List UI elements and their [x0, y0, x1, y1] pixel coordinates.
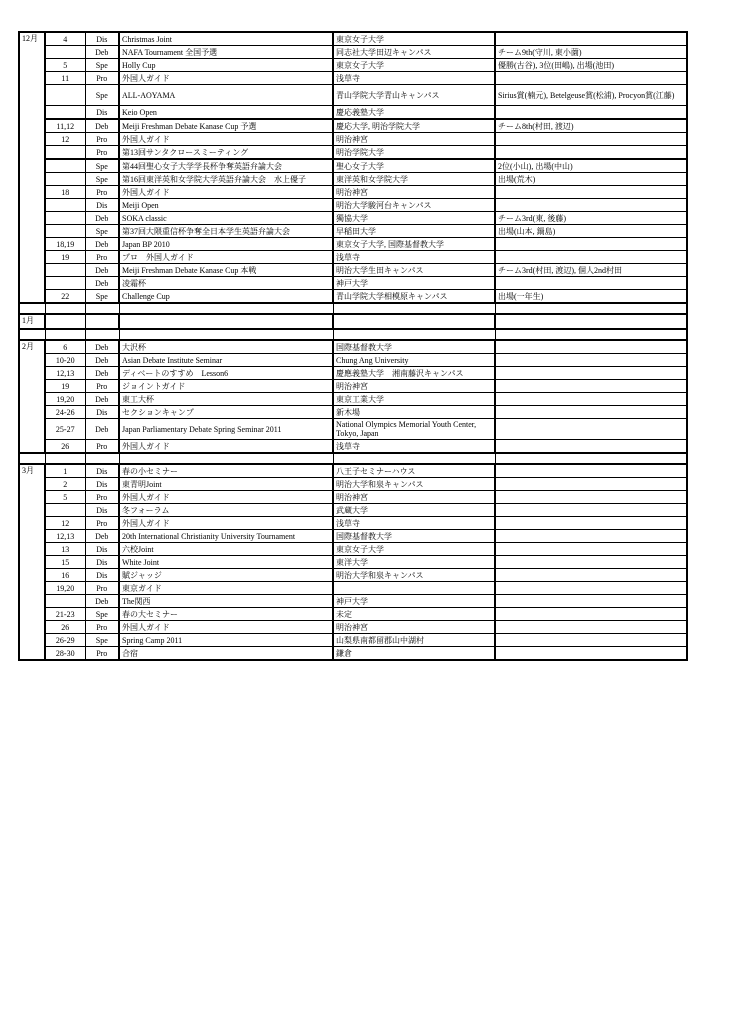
month-separator [19, 453, 687, 464]
table-row [19, 159, 687, 173]
table-row [19, 225, 687, 238]
event-venue: 浅草寺 [333, 72, 495, 85]
event-date: 12,13 [45, 530, 85, 543]
table-row [19, 569, 687, 582]
event-result [495, 440, 687, 454]
month-label: 12月 [19, 32, 45, 303]
event-date: 25-27 [45, 419, 85, 440]
event-type: Deb [85, 264, 119, 277]
table-row [19, 133, 687, 146]
month-label: 2月 [19, 340, 45, 453]
event-date: 11,12 [45, 119, 85, 133]
event-date: 19,20 [45, 393, 85, 406]
event-type: Pro [85, 491, 119, 504]
event-result: チーム3rd(村田, 渡辺), 個人2nd村田 [495, 264, 687, 277]
event-date [45, 46, 85, 59]
event-name: 外国人ガイド [119, 186, 333, 199]
event-result [495, 582, 687, 595]
event-date [45, 159, 85, 173]
event-type: Spe [85, 225, 119, 238]
event-venue: 明治神宮 [333, 186, 495, 199]
event-venue: 東京工業大学 [333, 393, 495, 406]
event-result: チーム8th(村田, 渡辺) [495, 119, 687, 133]
table-row [19, 621, 687, 634]
event-result [495, 199, 687, 212]
event-date: 1 [45, 464, 85, 478]
event-name: 第37回大隈重信杯争奪全日本学生英語弁論大会 [119, 225, 333, 238]
event-venue: 東京女子大学 [333, 59, 495, 72]
month-label: 1月 [19, 314, 45, 329]
event-venue: 慶應義塾大学 湘南藤沢キャンパス [333, 367, 495, 380]
event-venue: 鎌倉 [333, 647, 495, 661]
event-type: Spe [85, 59, 119, 72]
event-type: Deb [85, 393, 119, 406]
event-date: 5 [45, 59, 85, 72]
event-date: 12 [45, 517, 85, 530]
separator-cell [45, 329, 85, 340]
separator-cell [333, 303, 495, 314]
event-type: Pro [85, 621, 119, 634]
event-date: 4 [45, 32, 85, 46]
event-date: 18 [45, 186, 85, 199]
event-name: Christmas Joint [119, 32, 333, 46]
event-name: Japan BP 2010 [119, 238, 333, 251]
event-date: 24-26 [45, 406, 85, 419]
event-date: 10-20 [45, 354, 85, 367]
table-row [19, 543, 687, 556]
event-type: Deb [85, 419, 119, 440]
event-type: Spe [85, 85, 119, 106]
event-date [45, 85, 85, 106]
table-row [19, 314, 687, 329]
event-name: Spring Camp 2011 [119, 634, 333, 647]
event-venue: 未定 [333, 608, 495, 621]
event-type: Dis [85, 504, 119, 517]
event-result: 出場(一年生) [495, 290, 687, 304]
event-type: Dis [85, 543, 119, 556]
event-name: 春の大セミナー [119, 608, 333, 621]
event-name: 外国人ガイド [119, 517, 333, 530]
event-result [495, 277, 687, 290]
event-venue: 国際基督教大学 [333, 340, 495, 354]
event-type: Deb [85, 212, 119, 225]
table-row [19, 212, 687, 225]
separator-cell [495, 329, 687, 340]
event-venue: 東洋英和女学院大学 [333, 173, 495, 186]
event-type: Pro [85, 251, 119, 264]
event-type: Deb [85, 595, 119, 608]
table-row [19, 464, 687, 478]
event-name [119, 314, 333, 329]
separator-cell [85, 329, 119, 340]
event-date: 12,13 [45, 367, 85, 380]
event-date: 26 [45, 440, 85, 454]
month-label: 3月 [19, 464, 45, 660]
table-row [19, 354, 687, 367]
event-name: Meiji Freshman Debate Kanase Cup 本戦 [119, 264, 333, 277]
event-venue: 浅草寺 [333, 251, 495, 264]
event-name: White Joint [119, 556, 333, 569]
event-result: 出場(荒木) [495, 173, 687, 186]
event-type: Deb [85, 46, 119, 59]
event-type: Pro [85, 517, 119, 530]
separator-cell [119, 329, 333, 340]
event-name: Keio Open [119, 106, 333, 120]
event-venue: 東洋大学 [333, 556, 495, 569]
table-row [19, 340, 687, 354]
table-row [19, 478, 687, 491]
event-result [495, 367, 687, 380]
event-name: 合宿 [119, 647, 333, 661]
event-date: 2 [45, 478, 85, 491]
event-result [495, 72, 687, 85]
event-date: 13 [45, 543, 85, 556]
event-name: 東青明Joint [119, 478, 333, 491]
event-date: 19 [45, 380, 85, 393]
event-date: 5 [45, 491, 85, 504]
event-name: The関西 [119, 595, 333, 608]
table-row [19, 440, 687, 454]
event-result [495, 621, 687, 634]
event-name: 外国人ガイド [119, 621, 333, 634]
event-result [495, 106, 687, 120]
event-name: 春の小セミナー [119, 464, 333, 478]
table-row [19, 277, 687, 290]
event-name: 外国人ガイド [119, 72, 333, 85]
event-result [495, 530, 687, 543]
event-type: Pro [85, 186, 119, 199]
table-row [19, 556, 687, 569]
event-result: チーム9th(守川, 東小薗) [495, 46, 687, 59]
event-result [495, 647, 687, 661]
event-result [495, 314, 687, 329]
event-type: Dis [85, 199, 119, 212]
event-name: SOKA classic [119, 212, 333, 225]
event-venue: 同志社大学田辺キャンパス [333, 46, 495, 59]
event-venue: 八王子セミナーハウス [333, 464, 495, 478]
table-row [19, 119, 687, 133]
event-type: Dis [85, 106, 119, 120]
event-date [45, 264, 85, 277]
table-row [19, 290, 687, 304]
event-name: Japan Parliamentary Debate Spring Seminar 2011 [119, 419, 333, 440]
event-name: Challenge Cup [119, 290, 333, 304]
table-row [19, 491, 687, 504]
table-row [19, 367, 687, 380]
event-name: 第44回聖心女子大学学長杯争奪英語弁論大会 [119, 159, 333, 173]
separator-cell [119, 453, 333, 464]
event-venue: 国際基督教大学 [333, 530, 495, 543]
separator-cell [19, 453, 45, 464]
event-venue: 武蔵大学 [333, 504, 495, 517]
event-date [45, 277, 85, 290]
event-venue: 山梨県南都留郡山中湖村 [333, 634, 495, 647]
month-separator [19, 303, 687, 314]
event-result [495, 146, 687, 160]
schedule-body [19, 32, 687, 660]
event-type: Pro [85, 582, 119, 595]
event-venue: 早稲田大学 [333, 225, 495, 238]
event-date: 26-29 [45, 634, 85, 647]
event-venue: 東京女子大学, 国際基督教大学 [333, 238, 495, 251]
table-row [19, 32, 687, 46]
event-venue: 慶応義塾大学 [333, 106, 495, 120]
table-row [19, 173, 687, 186]
event-date: 16 [45, 569, 85, 582]
table-row [19, 504, 687, 517]
event-date: 6 [45, 340, 85, 354]
table-row [19, 647, 687, 661]
schedule-table [18, 31, 688, 661]
event-name: 第16回東洋英和女学院大学英語弁論大会 水上優子 [119, 173, 333, 186]
event-name: ジョイントガイド [119, 380, 333, 393]
event-type: Pro [85, 440, 119, 454]
event-date [45, 504, 85, 517]
table-row [19, 251, 687, 264]
event-type: Pro [85, 72, 119, 85]
separator-cell [85, 303, 119, 314]
event-date: 19,20 [45, 582, 85, 595]
event-result: チーム3rd(東, 後藤) [495, 212, 687, 225]
event-venue: 獨協大学 [333, 212, 495, 225]
event-result [495, 517, 687, 530]
separator-cell [495, 453, 687, 464]
event-result [495, 186, 687, 199]
event-venue: 東京女子大学 [333, 32, 495, 46]
table-row [19, 72, 687, 85]
separator-cell [45, 303, 85, 314]
event-type: Dis [85, 32, 119, 46]
table-row [19, 46, 687, 59]
event-venue: 明治大学生田キャンパス [333, 264, 495, 277]
table-row [19, 106, 687, 120]
table-row [19, 238, 687, 251]
separator-cell [119, 303, 333, 314]
event-date [45, 225, 85, 238]
table-row [19, 199, 687, 212]
event-result [495, 133, 687, 146]
event-date: 12 [45, 133, 85, 146]
event-date: 15 [45, 556, 85, 569]
event-result [495, 543, 687, 556]
event-result [495, 354, 687, 367]
event-name: 外国人ガイド [119, 133, 333, 146]
event-name: 外国人ガイド [119, 491, 333, 504]
event-type: Pro [85, 146, 119, 160]
event-venue: 明治神宮 [333, 491, 495, 504]
event-result [495, 406, 687, 419]
separator-cell [19, 303, 45, 314]
event-type: Spe [85, 634, 119, 647]
event-venue: 青山学院大学青山キャンパス [333, 85, 495, 106]
event-type: Deb [85, 367, 119, 380]
month-separator [19, 329, 687, 340]
event-type: Deb [85, 277, 119, 290]
event-date [45, 212, 85, 225]
event-venue: 浅草寺 [333, 517, 495, 530]
table-row [19, 85, 687, 106]
event-result: 2位(小山), 出場(中山) [495, 159, 687, 173]
event-result [495, 464, 687, 478]
event-name: 外国人ガイド [119, 440, 333, 454]
event-type: Dis [85, 406, 119, 419]
separator-cell [85, 453, 119, 464]
separator-cell [45, 453, 85, 464]
table-row [19, 59, 687, 72]
event-type: Deb [85, 354, 119, 367]
separator-cell [495, 303, 687, 314]
event-name: 第13回サンタクロースミーティング [119, 146, 333, 160]
event-result [495, 478, 687, 491]
table-row [19, 634, 687, 647]
event-date [45, 199, 85, 212]
event-name: ALL-AOYAMA [119, 85, 333, 106]
event-date: 18,19 [45, 238, 85, 251]
event-name: 東京ガイド [119, 582, 333, 595]
event-date: 11 [45, 72, 85, 85]
event-venue: 明治神宮 [333, 380, 495, 393]
table-row [19, 608, 687, 621]
event-type: Deb [85, 238, 119, 251]
event-venue [333, 582, 495, 595]
event-date [45, 146, 85, 160]
event-result: Sirius賞(楠元), Betelgeuse賞(松浦), Procyon賞(江藤) [495, 85, 687, 106]
event-name: セクションキャンプ [119, 406, 333, 419]
event-result [495, 491, 687, 504]
event-date [45, 106, 85, 120]
event-name: Meiji Freshman Debate Kanase Cup 予選 [119, 119, 333, 133]
event-result [495, 393, 687, 406]
event-result [495, 340, 687, 354]
event-type: Dis [85, 556, 119, 569]
event-venue: 明治神宮 [333, 133, 495, 146]
event-date: 28-30 [45, 647, 85, 661]
separator-cell [333, 453, 495, 464]
table-row [19, 419, 687, 440]
event-venue: 新木場 [333, 406, 495, 419]
event-name: 20th International Christianity University Tournament [119, 530, 333, 543]
event-result [495, 32, 687, 46]
event-name: Asian Debate Institute Seminar [119, 354, 333, 367]
event-type: Pro [85, 380, 119, 393]
event-type: Deb [85, 340, 119, 354]
event-venue: 神戸大学 [333, 595, 495, 608]
table-row [19, 595, 687, 608]
event-result [495, 608, 687, 621]
table-row [19, 380, 687, 393]
event-type: Spe [85, 159, 119, 173]
event-name: 東工大杯 [119, 393, 333, 406]
event-name: 六校Joint [119, 543, 333, 556]
event-type: Dis [85, 464, 119, 478]
event-type [85, 314, 119, 329]
event-date: 21-23 [45, 608, 85, 621]
event-venue: National Olympics Memorial Youth Center, Tokyo, Japan [333, 419, 495, 440]
event-date [45, 314, 85, 329]
event-result [495, 238, 687, 251]
event-result [495, 595, 687, 608]
table-row [19, 406, 687, 419]
event-venue: 東京女子大学 [333, 543, 495, 556]
event-name: Meiji Open [119, 199, 333, 212]
event-date [45, 173, 85, 186]
event-venue [333, 314, 495, 329]
table-row [19, 393, 687, 406]
event-type: Pro [85, 133, 119, 146]
event-type: Spe [85, 608, 119, 621]
table-row [19, 517, 687, 530]
event-result [495, 419, 687, 440]
event-type: Dis [85, 569, 119, 582]
event-date: 19 [45, 251, 85, 264]
event-date [45, 595, 85, 608]
separator-cell [333, 329, 495, 340]
event-name: Holly Cup [119, 59, 333, 72]
event-type: Deb [85, 530, 119, 543]
event-result [495, 556, 687, 569]
table-row [19, 146, 687, 160]
event-name: 賦ジャッジ [119, 569, 333, 582]
event-type: Pro [85, 647, 119, 661]
event-result [495, 251, 687, 264]
event-venue: 神戸大学 [333, 277, 495, 290]
event-venue: 慶応大学, 明治学院大学 [333, 119, 495, 133]
event-type: Dis [85, 478, 119, 491]
table-row [19, 582, 687, 595]
event-result: 出場(山本, 鍋島) [495, 225, 687, 238]
event-venue: 聖心女子大学 [333, 159, 495, 173]
table-row [19, 264, 687, 277]
event-type: Spe [85, 290, 119, 304]
event-venue: 明治神宮 [333, 621, 495, 634]
event-result: 優勝(古谷), 3位(田嶋), 出場(池田) [495, 59, 687, 72]
event-result [495, 380, 687, 393]
table-row [19, 186, 687, 199]
event-type: Spe [85, 173, 119, 186]
event-venue: 明治大学和泉キャンパス [333, 478, 495, 491]
event-venue: 浅草寺 [333, 440, 495, 454]
event-venue: 青山学院大学相模原キャンパス [333, 290, 495, 304]
event-name: 冬フォーラム [119, 504, 333, 517]
event-venue: 明治大学駿河台キャンパス [333, 199, 495, 212]
event-name: ディベートのすすめ Lesson6 [119, 367, 333, 380]
event-name: NAFA Tournament 全国予選 [119, 46, 333, 59]
event-name: 凌霜杯 [119, 277, 333, 290]
separator-cell [19, 329, 45, 340]
event-venue: 明治大学和泉キャンパス [333, 569, 495, 582]
event-type: Deb [85, 119, 119, 133]
event-name: プロ 外国人ガイド [119, 251, 333, 264]
event-name: 大沢杯 [119, 340, 333, 354]
event-result [495, 634, 687, 647]
table-row [19, 530, 687, 543]
event-venue: Chung Ang University [333, 354, 495, 367]
event-date: 26 [45, 621, 85, 634]
event-venue: 明治学院大学 [333, 146, 495, 160]
event-result [495, 504, 687, 517]
event-date: 22 [45, 290, 85, 304]
event-result [495, 569, 687, 582]
